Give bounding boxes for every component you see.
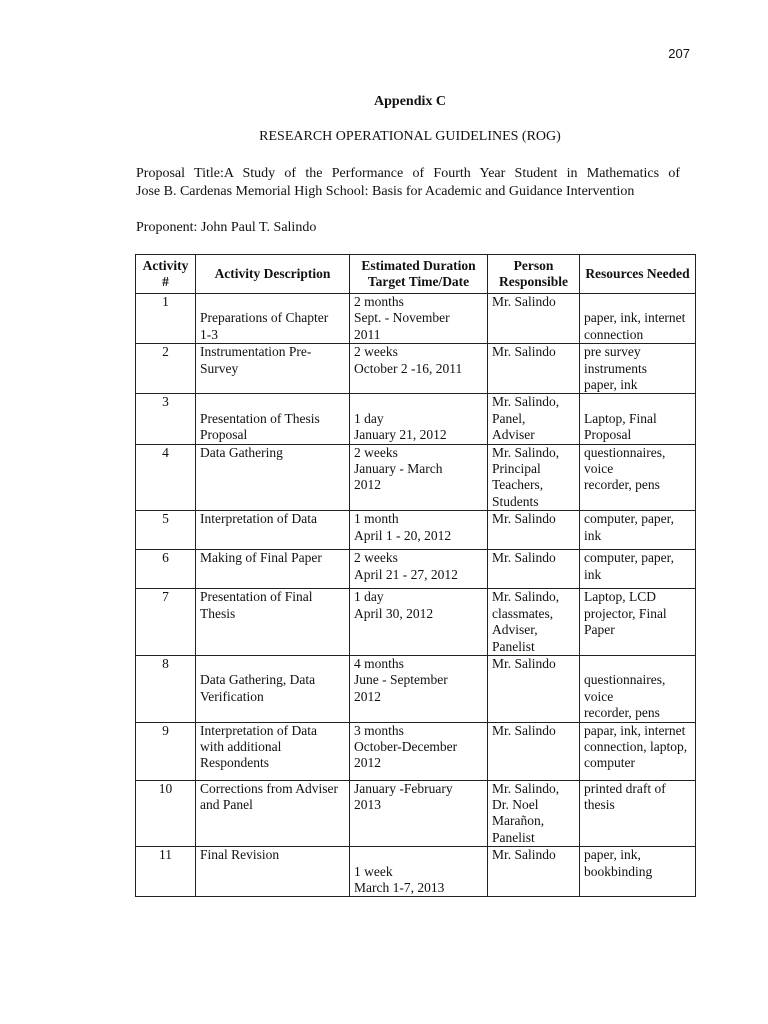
activity-description: Data Gathering: [196, 444, 350, 511]
activity-person: Mr. Salindo: [488, 294, 580, 344]
table-row: [136, 780, 696, 847]
activity-duration: 2 weeks January - March 2012: [350, 444, 488, 511]
table-row: [136, 344, 696, 394]
activity-duration: 1 day April 30, 2012: [350, 589, 488, 656]
activity-description: Presentation of Final Thesis: [196, 589, 350, 656]
activity-resources: questionnaires, voice recorder, pens: [580, 444, 696, 511]
operational-guidelines-table: [135, 254, 696, 897]
activity-resources: Laptop, Final Proposal: [580, 394, 696, 444]
activity-number: 11: [136, 847, 196, 897]
activity-number: 3: [136, 394, 196, 444]
appendix-title: Appendix C: [374, 94, 446, 109]
table-row: [136, 722, 696, 780]
activity-resources: paper, ink, bookbinding: [580, 847, 696, 897]
header-estimated-duration: Estimated Duration Target Time/Date: [350, 255, 488, 294]
activity-person: Mr. Salindo, Dr. Noel Marañon, Panelist: [488, 780, 580, 847]
activity-person: Mr. Salindo, Principal Teachers, Students: [488, 444, 580, 511]
activity-description: Data Gathering, Data Verification: [196, 655, 350, 722]
activity-duration: 1 day January 21, 2012: [350, 394, 488, 444]
proposal-title-line-2: Jose B. Cardenas Memorial High School: Basis for Academic and Guidance Intervention: [136, 184, 635, 199]
activity-duration: January -February 2013: [350, 780, 488, 847]
activity-number: 5: [136, 511, 196, 550]
activity-person: Mr. Salindo: [488, 344, 580, 394]
activity-description: Instrumentation Pre- Survey: [196, 344, 350, 394]
table-row: [136, 589, 696, 656]
activity-resources: Laptop, LCD projector, Final Paper: [580, 589, 696, 656]
activity-duration: 1 month April 1 - 20, 2012: [350, 511, 488, 550]
activity-person: Mr. Salindo: [488, 550, 580, 589]
activity-number: 10: [136, 780, 196, 847]
activity-description: Interpretation of Data with additional Respondents: [196, 722, 350, 780]
table-header-row: [136, 255, 696, 294]
activity-person: Mr. Salindo, classmates, Adviser, Panelist: [488, 589, 580, 656]
table-row: [136, 655, 696, 722]
activity-duration: 2 weeks April 21 - 27, 2012: [350, 550, 488, 589]
activity-description: Final Revision: [196, 847, 350, 897]
activity-resources: printed draft of thesis: [580, 780, 696, 847]
activity-resources: papar, ink, internet connection, laptop, computer: [580, 722, 696, 780]
activity-person: Mr. Salindo: [488, 511, 580, 550]
activity-number: 4: [136, 444, 196, 511]
table-row: [136, 294, 696, 344]
activity-resources: pre survey instruments paper, ink: [580, 344, 696, 394]
activity-resources: questionnaires, voice recorder, pens: [580, 655, 696, 722]
activity-duration: 1 week March 1-7, 2013: [350, 847, 488, 897]
activity-duration: 4 months June - September 2012: [350, 655, 488, 722]
table-row: [136, 444, 696, 511]
header-activity-number: Activity #: [136, 255, 196, 294]
table-row: [136, 847, 696, 897]
proponent: Proponent: John Paul T. Salindo: [136, 220, 317, 235]
proposal-title: [136, 165, 680, 201]
table-row: [136, 511, 696, 550]
activity-number: 9: [136, 722, 196, 780]
activity-duration: 2 months Sept. - November 2011: [350, 294, 488, 344]
activity-person: Mr. Salindo, Panel, Adviser: [488, 394, 580, 444]
activity-duration: 2 weeks October 2 -16, 2011: [350, 344, 488, 394]
activity-number: 2: [136, 344, 196, 394]
activity-description: Corrections from Adviser and Panel: [196, 780, 350, 847]
activity-number: 8: [136, 655, 196, 722]
header-person-responsible: Person Responsible: [488, 255, 580, 294]
table-row: [136, 394, 696, 444]
activity-resources: computer, paper, ink: [580, 550, 696, 589]
proposal-title-line-1: Proposal Title:A Study of the Performance of Fourth Year Student in Mathematics of: [136, 166, 680, 181]
activity-duration: 3 months October-December 2012: [350, 722, 488, 780]
table-row: [136, 550, 696, 589]
activity-description: Interpretation of Data: [196, 511, 350, 550]
activity-resources: paper, ink, internet connection: [580, 294, 696, 344]
header-resources-needed: Resources Needed: [580, 255, 696, 294]
activity-number: 1: [136, 294, 196, 344]
activity-number: 6: [136, 550, 196, 589]
activity-person: Mr. Salindo: [488, 722, 580, 780]
activity-description: Making of Final Paper: [196, 550, 350, 589]
activity-person: Mr. Salindo: [488, 847, 580, 897]
activity-number: 7: [136, 589, 196, 656]
activity-person: Mr. Salindo: [488, 655, 580, 722]
activity-resources: computer, paper, ink: [580, 511, 696, 550]
activity-description: Presentation of Thesis Proposal: [196, 394, 350, 444]
document-title: RESEARCH OPERATIONAL GUIDELINES (ROG): [259, 129, 561, 144]
header-activity-description: Activity Description: [196, 255, 350, 294]
activity-description: Preparations of Chapter 1-3: [196, 294, 350, 344]
page-number: 207: [668, 46, 690, 61]
